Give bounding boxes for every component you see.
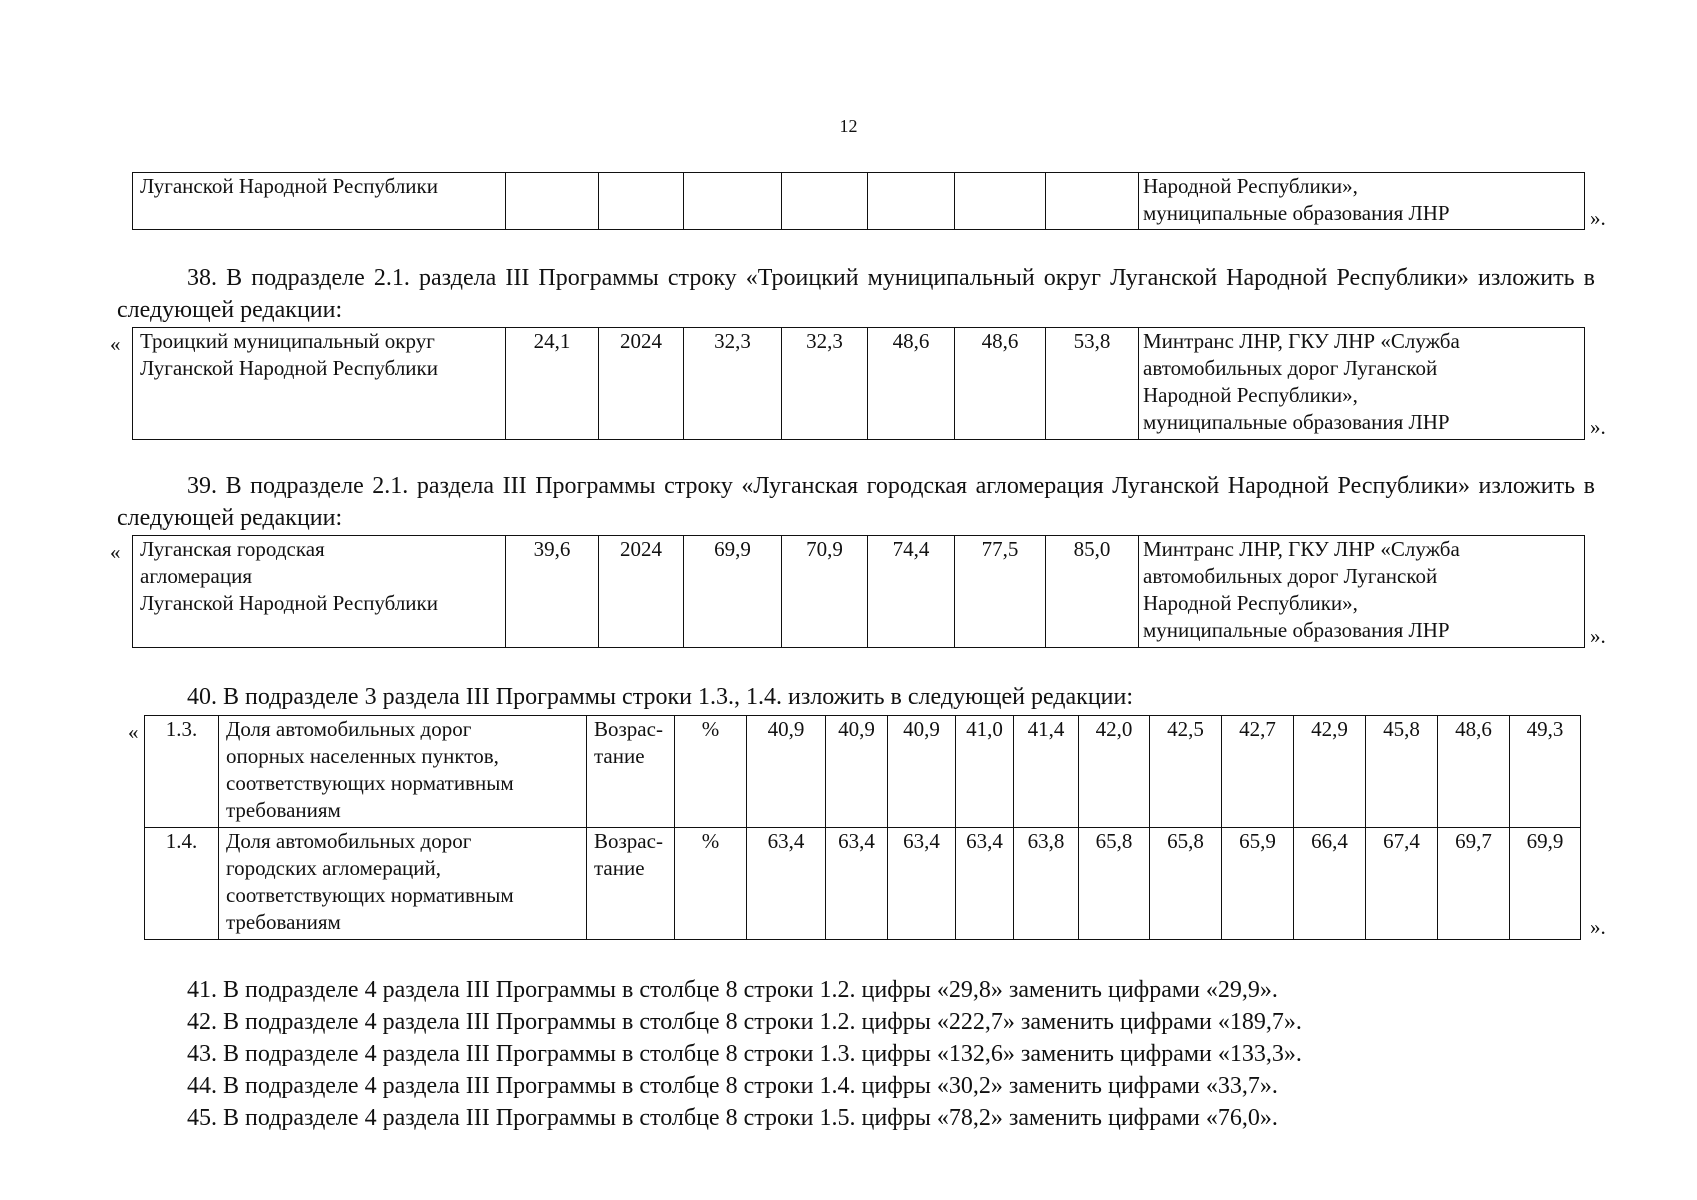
closing-quote: ». (1590, 624, 1606, 648)
value-cell: 48,6 (955, 328, 1046, 440)
unit-cell: % (675, 828, 747, 940)
executor-cell: Народной Республики», муниципальные образования ЛНР (1139, 173, 1585, 230)
closing-quote: ». (1590, 415, 1606, 439)
trend-cell: Возрас- тание (587, 828, 675, 940)
opening-quote: « (110, 332, 121, 356)
paragraph-39: 39. В подразделе 2.1. раздела III Программы строку «Луганская городская агломерация Луганской Народной Республики» изложить в следующей редакции: (117, 473, 1595, 531)
value-cell: 63,4 (747, 828, 826, 940)
value-cell: 69,9 (1510, 828, 1581, 940)
value-cell: 41,4 (1014, 716, 1079, 828)
value-cell: 40,9 (826, 716, 888, 828)
indicator-name-cell: Доля автомобильных дорог опорных населенных пунктов, соответствующих нормативным требованиям (219, 716, 587, 828)
indicator-name-cell: Доля автомобильных дорог городских агломераций, соответствующих нормативным требованиям (219, 828, 587, 940)
value-cell: 69,7 (1438, 828, 1510, 940)
value-cell (506, 173, 599, 230)
value-cell: 63,4 (826, 828, 888, 940)
closing-quote: ». (1590, 915, 1606, 939)
paragraph-44: 44. В подразделе 4 раздела III Программы в столбце 8 строки 1.4. цифры «30,2» заменить цифрами «33,7». (187, 1073, 1278, 1099)
value-cell: 77,5 (955, 536, 1046, 648)
continuation-table (132, 172, 1585, 230)
value-cell: 65,8 (1150, 828, 1222, 940)
value-cell: 70,9 (782, 536, 868, 648)
paragraph-42: 42. В подразделе 4 раздела III Программы в столбце 8 строки 1.2. цифры «222,7» заменить цифрами «189,7». (187, 1009, 1302, 1035)
value-cell (868, 173, 955, 230)
value-cell: 74,4 (868, 536, 955, 648)
executor-cell: Минтранс ЛНР, ГКУ ЛНР «Служба автомобильных дорог Луганской Народной Республики», муниципальные образования ЛНР (1139, 536, 1585, 648)
value-cell: 63,4 (956, 828, 1014, 940)
value-cell: 40,9 (747, 716, 826, 828)
value-cell (684, 173, 782, 230)
paragraph-41: 41. В подразделе 4 раздела III Программы в столбце 8 строки 1.2. цифры «29,8» заменить цифрами «29,9». (187, 977, 1278, 1003)
value-cell: 48,6 (868, 328, 955, 440)
table-row (145, 828, 1581, 940)
value-cell: 42,5 (1150, 716, 1222, 828)
value-cell: 42,0 (1079, 716, 1150, 828)
value-cell (1046, 173, 1139, 230)
paragraph-43: 43. В подразделе 4 раздела III Программы в столбце 8 строки 1.3. цифры «132,6» заменить цифрами «133,3». (187, 1041, 1302, 1067)
value-cell: 63,4 (888, 828, 956, 940)
closing-quote: ». (1590, 206, 1606, 230)
paragraph-45: 45. В подразделе 4 раздела III Программы в столбце 8 строки 1.5. цифры «78,2» заменить цифрами «76,0». (187, 1105, 1278, 1131)
opening-quote: « (128, 720, 139, 744)
table-row (145, 716, 1581, 828)
value-cell: 66,4 (1294, 828, 1366, 940)
value-cell: 49,3 (1510, 716, 1581, 828)
value-cell: 63,8 (1014, 828, 1079, 940)
value-cell: 69,9 (684, 536, 782, 648)
table-38 (132, 327, 1585, 440)
page-number: 12 (839, 116, 858, 136)
year-cell: 2024 (599, 328, 684, 440)
value-cell: 65,8 (1079, 828, 1150, 940)
executor-cell: Минтранс ЛНР, ГКУ ЛНР «Служба автомобильных дорог Луганской Народной Республики», муниципальные образования ЛНР (1139, 328, 1585, 440)
value-cell (782, 173, 868, 230)
value-cell: 42,7 (1222, 716, 1294, 828)
value-cell: 85,0 (1046, 536, 1139, 648)
district-name-cell: Луганской Народной Республики (133, 173, 506, 230)
value-cell: 24,1 (506, 328, 599, 440)
opening-quote: « (110, 540, 121, 564)
value-cell: 67,4 (1366, 828, 1438, 940)
row-number-cell: 1.3. (145, 716, 219, 828)
value-cell (955, 173, 1046, 230)
value-cell: 65,9 (1222, 828, 1294, 940)
value-cell: 42,9 (1294, 716, 1366, 828)
paragraph-40: 40. В подразделе 3 раздела III Программы строки 1.3., 1.4. изложить в следующей редакции: (187, 684, 1134, 710)
trend-cell: Возрас- тание (587, 716, 675, 828)
value-cell: 48,6 (1438, 716, 1510, 828)
value-cell (599, 173, 684, 230)
unit-cell: % (675, 716, 747, 828)
indicators-table (144, 715, 1581, 940)
district-name-cell: Луганская городская агломерация Луганской Народной Республики (133, 536, 506, 648)
value-cell: 39,6 (506, 536, 599, 648)
value-cell: 45,8 (1366, 716, 1438, 828)
row-number-cell: 1.4. (145, 828, 219, 940)
table-39 (132, 535, 1585, 648)
year-cell: 2024 (599, 536, 684, 648)
value-cell: 53,8 (1046, 328, 1139, 440)
district-name-cell: Троицкий муниципальный округ Луганской Народной Республики (133, 328, 506, 440)
value-cell: 32,3 (782, 328, 868, 440)
value-cell: 40,9 (888, 716, 956, 828)
value-cell: 32,3 (684, 328, 782, 440)
value-cell: 41,0 (956, 716, 1014, 828)
paragraph-38: 38. В подразделе 2.1. раздела III Программы строку «Троицкий муниципальный округ Луганской Народной Республики» изложить в следующей редакции: (117, 265, 1595, 323)
